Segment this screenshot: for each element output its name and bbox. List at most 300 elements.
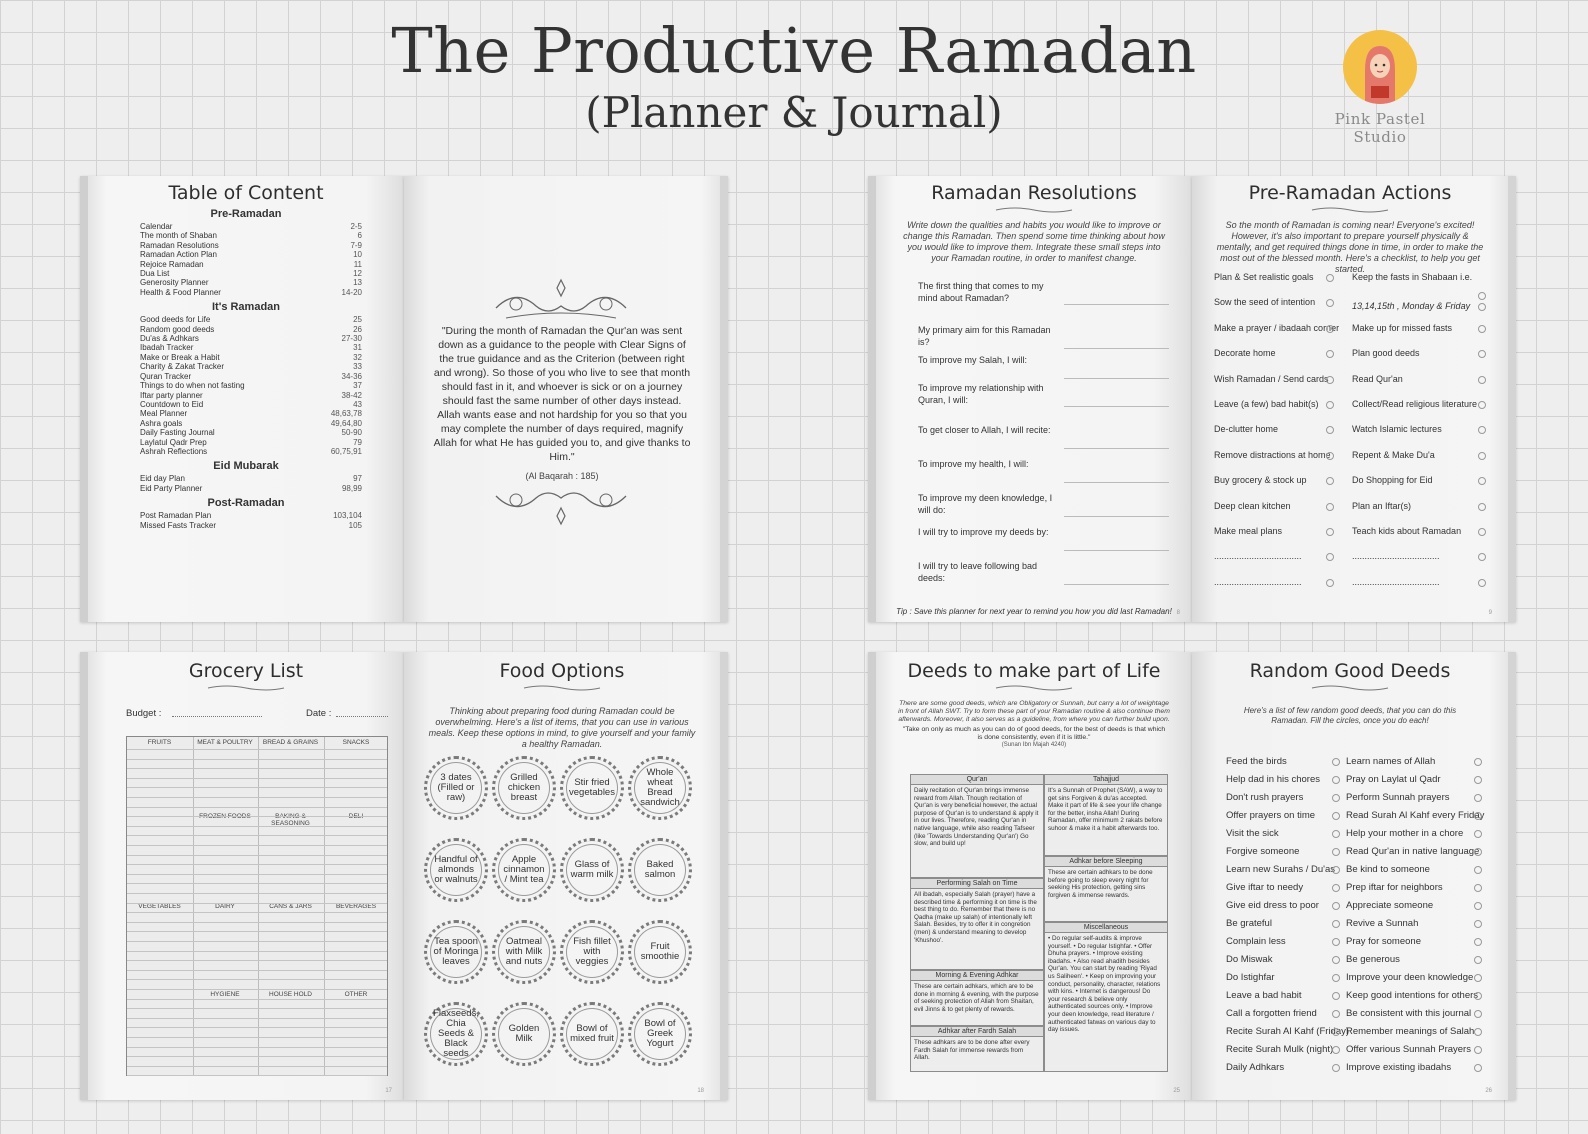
random-page	[1192, 652, 1516, 1100]
checkbox-circle[interactable]	[1326, 299, 1334, 307]
divider-icon	[206, 684, 286, 692]
checkbox-circle[interactable]	[1326, 553, 1334, 561]
food-option-wreath: Fish fillet with veggies	[560, 920, 624, 984]
checkbox-circle[interactable]	[1332, 974, 1340, 982]
toc-entry[interactable]	[88, 521, 404, 530]
page-number: 25	[1173, 1088, 1180, 1094]
resolution-prompt: My primary aim for this Ramadan is?	[918, 325, 1051, 347]
toc-entry-page: 38-42	[341, 390, 362, 400]
resolution-answer-line[interactable]	[1064, 516, 1169, 517]
random-deed-item: Improve your deen knowledge	[1346, 972, 1474, 983]
grocery-row-line[interactable]	[127, 835, 387, 836]
toc-entry[interactable]	[88, 474, 404, 483]
grocery-row-line[interactable]	[127, 1066, 387, 1067]
resolution-prompt: The first thing that comes to my mind about Ramadan?	[918, 281, 1044, 303]
grocery-category-label: OTHER	[344, 991, 368, 998]
random-deed-item: Revive a Sunnah	[1346, 918, 1419, 929]
resolution-answer-line[interactable]	[1064, 584, 1169, 585]
resolution-prompt: To improve my relationship with Quran, I will:	[918, 383, 1044, 405]
food-option-wreath: Whole wheat Bread sandwich	[628, 756, 692, 820]
checkbox-circle[interactable]	[1474, 830, 1482, 838]
action-item: Make up for missed fasts	[1352, 322, 1453, 333]
toc-entry[interactable]	[88, 372, 404, 381]
checkbox-circle[interactable]	[1478, 350, 1486, 358]
checkbox-circle[interactable]	[1326, 579, 1334, 587]
checkbox-circle[interactable]	[1474, 812, 1482, 820]
toc-entry[interactable]	[88, 419, 404, 428]
toc-entry-page: 103,104	[333, 511, 362, 521]
grocery-category-label: FRUITS	[147, 739, 172, 746]
checkbox-circle[interactable]	[1332, 992, 1340, 1000]
toc-entry-page: 14-20	[341, 287, 362, 297]
toc-entry[interactable]	[88, 353, 404, 362]
deed-box-text: Daily recitation of Qur'an brings immense reward from Allah. Though recitation of Qur'an is very beneficial however, the actual purpose of Qur'an is to understand & apply it in our lives. Therefore, reading Qur'an in native language, while also reading Tafseer (like 'Towards Understanding Qur'an') Go slow, and build up!	[914, 787, 1039, 848]
checkbox-circle[interactable]	[1478, 452, 1486, 460]
toc-entry-label: Make or Break a Habit	[140, 352, 220, 362]
toc-entry-page: 25	[353, 315, 362, 325]
checkbox-circle[interactable]	[1478, 553, 1486, 561]
checkbox-circle[interactable]	[1332, 794, 1340, 802]
toc-entry-label: Missed Fasts Tracker	[140, 520, 217, 530]
hadith-quote: "Take on only as much as you can do of good deeds, for the best of deeds is that which is done consistently, even if it is little."	[902, 726, 1166, 741]
toc-entry-label: Daily Fasting Journal	[140, 428, 215, 438]
toc-section-heading: It's Ramadan	[211, 301, 281, 314]
action-item: ...................................	[1214, 551, 1302, 562]
grocery-row-line[interactable]	[127, 1037, 387, 1038]
resolutions-tip: Tip : Save this planner for next year to remind you how you did last Ramadan!	[896, 607, 1172, 616]
toc-entry-label: Charity & Zakat Tracker	[140, 362, 225, 372]
toc-entry[interactable]	[88, 381, 404, 390]
checkbox-circle[interactable]	[1332, 1046, 1340, 1054]
deed-box-title: Qur'an	[911, 775, 1043, 785]
checkbox-circle[interactable]	[1326, 376, 1334, 384]
toc-entry[interactable]	[88, 269, 404, 278]
toc-entry-label: Iftar party planner	[140, 390, 203, 400]
checkbox-circle[interactable]	[1474, 1028, 1482, 1036]
toc-entry-page: 2-5	[350, 222, 362, 231]
deed-box-title: Adhkar after Fardh Salah	[911, 1027, 1043, 1037]
action-item: Repent & Make Du'a	[1352, 449, 1435, 460]
grocery-row-line[interactable]	[127, 1008, 387, 1009]
checkbox-circle[interactable]	[1474, 938, 1482, 946]
toc-entry-page: 13	[353, 278, 362, 288]
deeds-page	[868, 652, 1192, 1100]
random-deed-item: Be kind to someone	[1346, 864, 1430, 875]
divider-icon	[1310, 684, 1390, 692]
checkbox-circle[interactable]	[1478, 426, 1486, 434]
action-item: Collect/Read religious literature	[1352, 399, 1478, 409]
checkbox-circle[interactable]	[1474, 884, 1482, 892]
toc-entry-label: Health & Food Planner	[140, 287, 221, 297]
toc-entry-label: Ibadah Tracker	[140, 343, 194, 353]
checkbox-circle[interactable]	[1474, 920, 1482, 928]
grocery-category-label: DELI	[348, 813, 364, 820]
toc-entry-page: 11	[353, 259, 362, 269]
checkbox-circle[interactable]	[1332, 938, 1340, 946]
grocery-row-line[interactable]	[127, 807, 387, 808]
checkbox-circle[interactable]	[1478, 303, 1486, 311]
deed-box-title: Morning & Evening Adhkar	[911, 971, 1043, 981]
random-deed-item: Read Qur'an in native language	[1346, 846, 1480, 857]
toc-entry-page: 105	[348, 520, 362, 530]
toc-entry-label: Generosity Planner	[140, 278, 209, 288]
hijabi-girl-icon	[1343, 30, 1417, 104]
grocery-category-label: FROZEN FOODS	[199, 813, 251, 820]
grocery-title: Grocery List	[188, 660, 304, 682]
page-number: 26	[1485, 1088, 1492, 1094]
food-option-wreath: Oatmeal with Milk and nuts	[492, 920, 556, 984]
book-toc-spread	[80, 176, 728, 622]
random-deed-item: Recite Surah Al Kahf (Friday)	[1226, 1026, 1350, 1037]
toc-entry-page: 49,64,80	[330, 418, 362, 428]
resolution-answer-line[interactable]	[1064, 348, 1169, 349]
book-resolutions-spread	[868, 176, 1516, 622]
grocery-row-line[interactable]	[127, 1018, 387, 1019]
toc-entry[interactable]	[88, 288, 404, 297]
grocery-table	[126, 736, 388, 1076]
checkbox-circle[interactable]	[1332, 1028, 1340, 1036]
random-deed-item: Recite Surah Mulk (night)	[1226, 1044, 1334, 1055]
grocery-category-label: DAIRY	[215, 903, 235, 910]
action-item: Plan an Iftar(s)	[1352, 500, 1412, 511]
actions-intro: So the month of Ramadan is coming near! Everyone's excited! However, it's also important to prepare yourself physically & mentally, and get required things done in time, in order to make the most out of the blessed month. Here's a checklist, to help you get started.	[1216, 220, 1484, 274]
budget-label: Budget :	[126, 708, 162, 719]
ornament-bottom-icon	[486, 480, 636, 526]
grocery-row-line[interactable]	[127, 787, 387, 788]
grocery-category-label: CANS & JARS	[269, 903, 312, 910]
food-option-wreath: Fruit smoothie	[628, 920, 692, 984]
checkbox-circle[interactable]	[1332, 1010, 1340, 1018]
grocery-row-line[interactable]	[127, 1075, 387, 1076]
random-deed-item: Appreciate someone	[1346, 900, 1434, 911]
checkbox-circle[interactable]	[1332, 956, 1340, 964]
toc-section-heading: Post-Ramadan	[207, 497, 285, 510]
toc-entry-page: 32	[353, 352, 362, 362]
toc-entry-label: Random good deeds	[140, 324, 215, 334]
toc-entry[interactable]	[88, 250, 404, 259]
action-item: De-clutter home	[1214, 424, 1279, 435]
action-item: Wish Ramadan / Send cards	[1214, 373, 1329, 384]
divider-icon	[994, 206, 1074, 214]
random-deed-item: Keep good intentions for others	[1346, 990, 1479, 1001]
checkbox-circle[interactable]	[1332, 812, 1340, 820]
grocery-row-line[interactable]	[127, 874, 387, 875]
checkbox-circle[interactable]	[1478, 579, 1486, 587]
checkbox-circle[interactable]	[1326, 350, 1334, 358]
checkbox-circle[interactable]	[1332, 866, 1340, 874]
toc-entry[interactable]	[88, 260, 404, 269]
checkbox-circle[interactable]	[1326, 274, 1334, 282]
toc-entry-page: 26	[353, 324, 362, 334]
deed-box	[1044, 922, 1168, 1072]
grocery-category-label: MEAT & POULTRY	[197, 739, 253, 746]
deed-box-title: Tahajjud	[1045, 775, 1167, 785]
toc-entry-page: 34-36	[341, 371, 362, 381]
grocery-row-line[interactable]	[127, 778, 387, 779]
action-item: Read Qur'an	[1352, 373, 1403, 384]
resolution-answer-line[interactable]	[1064, 304, 1169, 305]
checkbox-circle[interactable]	[1326, 528, 1334, 536]
random-intro: Here's a list of few random good deeds, that you can do this Ramadan. Fill the circles, once you do each!	[1243, 706, 1457, 725]
toc-entry[interactable]	[88, 362, 404, 371]
toc-entry[interactable]	[88, 438, 404, 447]
food-option-wreath: Handful of almonds or walnuts	[424, 838, 488, 902]
random-deed-item: Pray for someone	[1346, 936, 1421, 947]
toc-entry[interactable]	[88, 511, 404, 520]
grocery-row-line[interactable]	[127, 797, 387, 798]
action-item: Buy grocery & stock up	[1214, 475, 1307, 486]
action-item: Teach kids about Ramadan	[1352, 526, 1462, 536]
checkbox-circle[interactable]	[1332, 920, 1340, 928]
toc-entry[interactable]	[88, 241, 404, 250]
grocery-row-line[interactable]	[127, 1027, 387, 1028]
checkbox-circle[interactable]	[1478, 401, 1486, 409]
grocery-row-line[interactable]	[127, 912, 387, 913]
divider-icon	[1310, 206, 1390, 214]
grocery-category-label: VEGETABLES	[138, 903, 181, 910]
checkbox-circle[interactable]	[1332, 830, 1340, 838]
resolution-prompt: I will try to improve my deeds by:	[918, 527, 1049, 537]
grocery-row-line[interactable]	[127, 970, 387, 971]
toc-entry[interactable]	[88, 334, 404, 343]
checkbox-circle[interactable]	[1474, 974, 1482, 982]
resolution-answer-line[interactable]	[1064, 550, 1169, 551]
toc-entry-label: Calendar	[140, 222, 173, 231]
grocery-row-line[interactable]	[127, 903, 387, 904]
divider-icon	[522, 684, 602, 692]
food-option-wreath: Golden Milk	[492, 1002, 556, 1066]
random-deed-item: Help dad in his chores	[1226, 774, 1320, 785]
brand-logo	[1310, 30, 1450, 146]
random-deed-item: Offer prayers on time	[1226, 810, 1316, 821]
deed-box-text: These are certain adhkars to be done before going to sleep every night for seeking His protection, getting sins forgiven & immense rewards.	[1048, 869, 1153, 899]
checkbox-circle[interactable]	[1474, 956, 1482, 964]
deed-box	[910, 970, 1044, 1026]
grocery-row-line[interactable]	[127, 989, 387, 990]
resolution-answer-line[interactable]	[1064, 482, 1169, 483]
actions-title: Pre-Ramadan Actions	[1248, 182, 1452, 204]
checkbox-circle[interactable]	[1332, 848, 1340, 856]
grocery-row-line[interactable]	[127, 931, 387, 932]
action-item: ...................................	[1214, 576, 1302, 587]
action-item: Watch Islamic lectures	[1352, 424, 1442, 435]
toc-entry[interactable]	[88, 343, 404, 352]
checkbox-circle[interactable]	[1478, 503, 1486, 511]
toc-entry-page: 10	[353, 250, 362, 260]
resolution-prompt: I will try to leave following bad deeds:	[918, 561, 1038, 583]
grocery-row-line[interactable]	[127, 951, 387, 952]
random-deed-item: Daily Adhkars	[1226, 1062, 1285, 1073]
toc-entry-label: Post Ramadan Plan	[140, 511, 212, 521]
checkbox-circle[interactable]	[1474, 1010, 1482, 1018]
grocery-row-line[interactable]	[127, 1047, 387, 1048]
food-option-wreath: Bowl of Greek Yogurt	[628, 1002, 692, 1066]
page-number: 18	[697, 1088, 704, 1094]
grocery-category-label: HOUSE HOLD	[269, 991, 312, 998]
toc-entry-label: Laylatul Qadr Prep	[140, 437, 207, 447]
checkbox-circle[interactable]	[1332, 1064, 1340, 1072]
checkbox-circle[interactable]	[1474, 1046, 1482, 1054]
toc-entry[interactable]	[88, 231, 404, 240]
checkbox-circle[interactable]	[1478, 376, 1486, 384]
date-label: Date :	[306, 708, 332, 719]
toc-entry[interactable]	[88, 400, 404, 409]
checkbox-circle[interactable]	[1332, 902, 1340, 910]
food-option-wreath: Baked salmon	[628, 838, 692, 902]
action-item: Plan & Set realistic goals	[1214, 272, 1314, 282]
grocery-category-label: BEVERAGES	[335, 903, 377, 910]
grocery-row-line[interactable]	[127, 845, 387, 846]
toc-entry[interactable]	[88, 278, 404, 287]
grocery-category-label: BREAD & GRAINS	[262, 739, 319, 746]
checkbox-circle[interactable]	[1326, 426, 1334, 434]
checkbox-circle[interactable]	[1474, 902, 1482, 910]
checkbox-circle[interactable]	[1478, 325, 1486, 333]
grocery-category-label: HYGIENE	[210, 991, 240, 998]
resolution-answer-line[interactable]	[1064, 378, 1169, 379]
grocery-row-line[interactable]	[127, 999, 387, 1000]
food-option-wreath: Tea spoon of Moringa leaves	[424, 920, 488, 984]
deeds-title: Deeds to make part of Life	[907, 660, 1161, 682]
toc-entry[interactable]	[88, 222, 404, 231]
checkbox-circle[interactable]	[1474, 776, 1482, 784]
checkbox-circle[interactable]	[1474, 794, 1482, 802]
random-deed-item: Forgive someone	[1226, 846, 1300, 857]
grocery-row-line[interactable]	[127, 864, 387, 865]
checkbox-circle[interactable]	[1478, 292, 1486, 300]
random-deed-item: Give iftar to needy	[1226, 882, 1304, 893]
toc-entry-page: 97	[353, 474, 362, 484]
toc-entry-label: Meal Planner	[140, 409, 188, 419]
random-deed-item: Leave a bad habit	[1226, 990, 1302, 1001]
grocery-row-line[interactable]	[127, 759, 387, 760]
toc-entry[interactable]	[88, 409, 404, 418]
toc-page	[80, 176, 404, 622]
grocery-row-line[interactable]	[127, 941, 387, 942]
grocery-row-line[interactable]	[127, 960, 387, 961]
quran-quote: "During the month of Ramadan the Qur'an was sent down as a guidance to the people with Clear Signs of the true guidance and as the Criterion (between right and wrong). So those of you who live to see that month should fast in it, and whoever is sick or on a journey should fast the same number of other days instead. Allah wants ease and not hardship for you so that you may complete the number of days required, magnify Allah for what He has guided you to, and give thanks to Him."	[433, 325, 691, 463]
random-deed-item: Be grateful	[1226, 918, 1272, 929]
action-item: ...................................	[1352, 576, 1440, 587]
resolution-prompt: To improve my Salah, I will:	[918, 355, 1028, 365]
grocery-row-line[interactable]	[127, 883, 387, 884]
deed-box-text: • Do regular self-audits & improve yourself. • Do regular Istighfar. • Offer Dhuha prayers. • Improve existing ibadahs. • Also read ahadith besides Qur'an. You can start by reading 'Riyad us Saliheen'. • Keep on improving your conduct, personality, character, relations with kins. • Internet is dangerous! Do your research & believe only authenticated sources only. • Improve your deen knowledge, read literature / authenticated fatwas on various day to day issues.	[1048, 935, 1161, 1034]
toc-entry-label: Countdown to Eid	[140, 399, 204, 409]
grocery-row-line[interactable]	[127, 768, 387, 769]
page-number: 9	[1488, 610, 1492, 616]
resolution-prompt: To improve my health, I will:	[918, 459, 1029, 469]
toc-entry-label: The month of Shaban	[140, 231, 217, 241]
grocery-row-line[interactable]	[127, 979, 387, 980]
checkbox-circle[interactable]	[1332, 776, 1340, 784]
quote-source: (Al Baqarah : 185)	[525, 471, 599, 481]
grocery-row-line[interactable]	[127, 749, 387, 750]
deed-box	[910, 774, 1044, 878]
checkbox-circle[interactable]	[1326, 503, 1334, 511]
toc-list	[88, 208, 404, 530]
grocery-row-line[interactable]	[127, 1056, 387, 1057]
budget-line[interactable]	[172, 716, 262, 717]
divider-icon	[994, 684, 1074, 692]
toc-entry-label: Eid day Plan	[140, 474, 185, 484]
checkbox-circle[interactable]	[1332, 884, 1340, 892]
checkbox-circle[interactable]	[1478, 528, 1486, 536]
action-item: Make meal plans	[1214, 526, 1283, 536]
grocery-row-line[interactable]	[127, 826, 387, 827]
checkbox-circle[interactable]	[1326, 325, 1334, 333]
deed-box-title: Miscellaneous	[1045, 923, 1167, 933]
toc-entry-page: 37	[353, 381, 362, 391]
resolution-answer-line[interactable]	[1064, 406, 1169, 407]
toc-entry-page: 33	[353, 362, 362, 372]
food-option-wreath: Bowl of mixed fruit	[560, 1002, 624, 1066]
checkbox-circle[interactable]	[1478, 477, 1486, 485]
deed-box	[1044, 856, 1168, 922]
random-title: Random Good Deeds	[1249, 660, 1451, 682]
grocery-category-label: BAKING & SEASONING	[271, 813, 310, 827]
product-subtitle: (Planner & Journal)	[585, 88, 1003, 137]
action-item: Leave (a few) bad habit(s)	[1214, 399, 1319, 409]
checkbox-circle[interactable]	[1332, 758, 1340, 766]
toc-entry-page: 50-90	[341, 428, 362, 438]
toc-entry-label: Eid Party Planner	[140, 483, 203, 493]
random-deed-item: Improve existing ibadahs	[1346, 1062, 1452, 1073]
random-deed-item: Be consistent with this journal	[1346, 1008, 1472, 1019]
toc-entry-label: Dua List	[140, 269, 170, 279]
checkbox-circle[interactable]	[1326, 477, 1334, 485]
checkbox-circle[interactable]	[1326, 401, 1334, 409]
toc-entry-label: Good deeds for Life	[140, 315, 211, 325]
grocery-row-line[interactable]	[127, 893, 387, 894]
checkbox-circle[interactable]	[1474, 758, 1482, 766]
quote-page	[404, 176, 728, 622]
checkbox-circle[interactable]	[1474, 992, 1482, 1000]
resolution-answer-line[interactable]	[1064, 448, 1169, 449]
toc-entry-page: 12	[353, 269, 362, 279]
toc-entry[interactable]	[88, 325, 404, 334]
toc-entry-page: 31	[353, 343, 362, 353]
grocery-row-line[interactable]	[127, 922, 387, 923]
food-option-wreath: 3 dates (Filled or raw)	[424, 756, 488, 820]
random-deed-item: Learn names of Allah	[1346, 756, 1436, 767]
checkbox-circle[interactable]	[1474, 848, 1482, 856]
grocery-row-line[interactable]	[127, 816, 387, 817]
checkbox-circle[interactable]	[1474, 866, 1482, 874]
date-line[interactable]	[336, 716, 388, 717]
grocery-category-label: SNACKS	[342, 739, 370, 746]
toc-entry[interactable]	[88, 428, 404, 437]
toc-entry[interactable]	[88, 391, 404, 400]
toc-entry[interactable]	[88, 484, 404, 493]
checkbox-circle[interactable]	[1474, 1064, 1482, 1072]
deed-box-title: Adhkar before Sleeping	[1045, 857, 1167, 867]
random-deed-item: Visit the sick	[1226, 828, 1279, 839]
toc-entry-page: 60,75,91	[330, 446, 362, 456]
random-deed-item: Don't rush prayers	[1226, 792, 1304, 803]
action-item: Do Shopping for Eid	[1352, 475, 1433, 486]
grocery-row-line[interactable]	[127, 855, 387, 856]
toc-entry-page: 27-30	[341, 334, 362, 344]
toc-entry-page: 48,63,78	[330, 409, 362, 419]
checkbox-circle[interactable]	[1326, 452, 1334, 460]
toc-entry[interactable]	[88, 315, 404, 324]
toc-entry-label: Ramadan Action Plan	[140, 250, 217, 260]
deed-box-text: All ibadah, especially Salah (prayer) have a described time & performing it on time is the best thing to do. Remember that there is no Qadha (make up salah) of intentionally left Salah. Besides, try to offer it in congretion (men) & understand meaning to develop 'Khushoo'.	[914, 891, 1037, 944]
random-deed-item: Learn new Surahs / Du'as	[1226, 864, 1336, 875]
toc-entry[interactable]	[88, 447, 404, 456]
food-option-wreath: Glass of warm milk	[560, 838, 624, 902]
action-item: ...................................	[1352, 551, 1440, 562]
